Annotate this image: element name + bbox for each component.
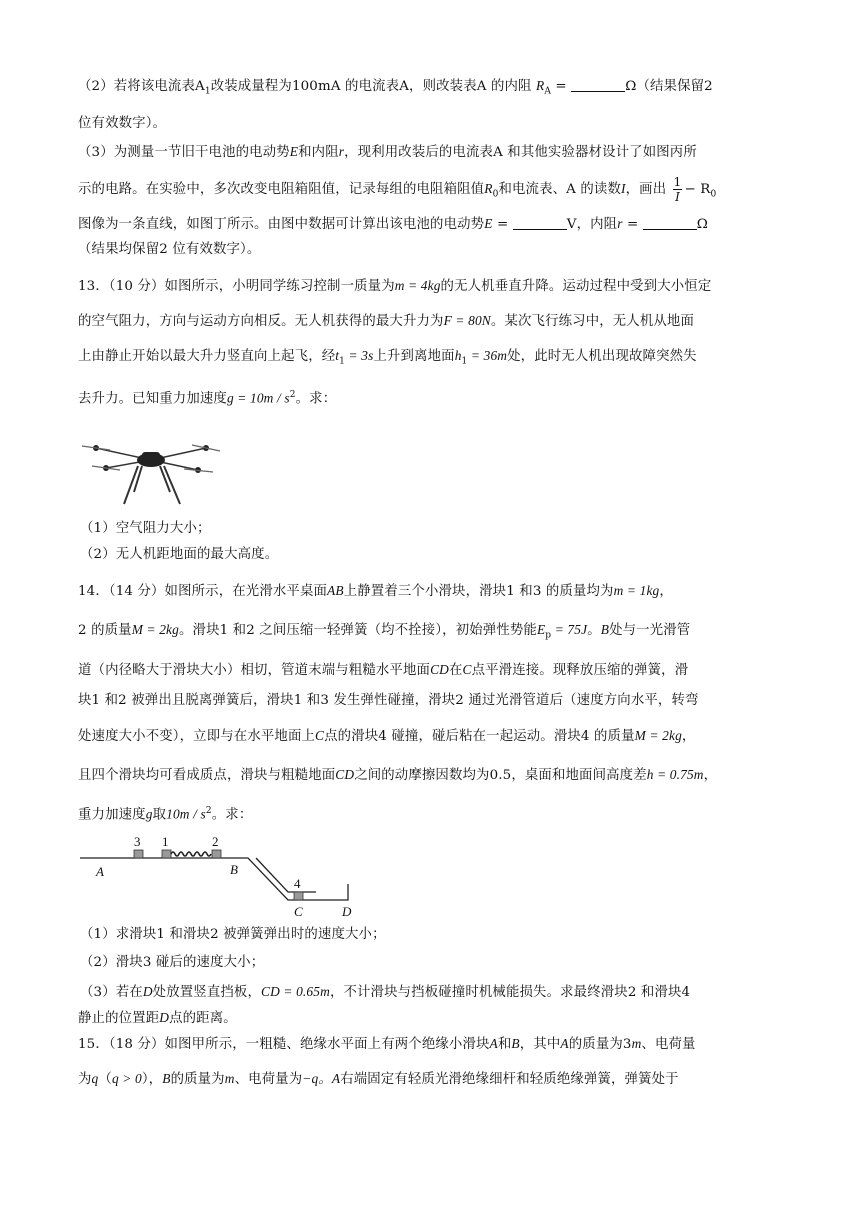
q14-sub1: （1）求滑块1 和滑块2 被弹簧弹出时的速度大小； — [80, 927, 386, 942]
label-A: A — [96, 864, 104, 879]
label-B: B — [230, 862, 238, 877]
q13-line1: 13．（10 分）如图所示，小明同学练习控制一质量为m = 4kg的无人机垂直升降。运动过程中受到大小恒定 — [78, 278, 712, 294]
label-3: 3 — [134, 834, 141, 849]
q12-part3-line1: （3）为测量一节旧干电池的电动势E和内阻r，现利用改装后的电流表A 和其他实验器材设计了如图丙所 — [78, 144, 697, 160]
q12-part2-line1: （2）若将该电流表$A_1$改装成量程为100mA 的电流表A，则改装表A 的内阻 $R_A = \Omega$（结果保留2 — [78, 78, 713, 97]
q14-line4: 块1 和2 被弹出且脱离弹簧后，滑块1 和3 发生弹性碰撞，滑块2 通过光滑管道后（速度方向水平，转弯 — [78, 693, 699, 708]
answer-blank[interactable] — [513, 215, 567, 230]
q12-part3-line2: 示的电路。在实验中，多次改变电阻箱阻值，记录每组的电阻箱阻值$R_0$和电流表、A 的读数I，画出 $\frac{1}{I}$ − $R_0$ — [78, 175, 717, 204]
q13-sub1: （1）空气阻力大小； — [80, 521, 211, 536]
q12-part3-line4: （结果均保留2 位有效数字）。 — [78, 242, 261, 257]
q13-line3: 上由静止开始以最大升力竖直向上起飞，经$t_1 = 3s$上升到离地面$h_1 = 36m$处，此时无人机出现故障突然失 — [78, 348, 697, 367]
q12-part2-line2: 位有效数字）。 — [78, 116, 167, 131]
block-3 — [134, 850, 143, 858]
track-diagram — [76, 826, 376, 918]
q14-sub2: （2）滑块3 碰后的速度大小； — [80, 955, 265, 970]
q14-line1: 14．（14 分）如图所示，在光滑水平桌面AB上静置着三个小滑块，滑块1 和3 的质量均为m = 1kg， — [78, 583, 673, 599]
q14-line3: 道（内径略大于滑块大小）相切，管道末端与粗糙水平地面CD在C点平滑连接。现释放压缩的弹簧，滑 — [78, 662, 689, 678]
fraction-1-over-I: $\frac{1}{I}$ — [673, 175, 682, 204]
answer-blank[interactable] — [571, 77, 625, 92]
q14-sub3-line2: 静止的位置距D点的距离。 — [78, 1010, 237, 1026]
block-2 — [212, 850, 221, 858]
label-4: 4 — [294, 876, 301, 891]
q13-sub2: （2）无人机距地面的最大高度。 — [80, 547, 279, 562]
q13-line4: 去升力。已知重力加速度$g = 10m / s^2$。求： — [78, 390, 337, 407]
label-1: 1 — [162, 834, 169, 849]
label-C: C — [294, 904, 303, 918]
label-D: D — [342, 904, 352, 918]
q15-line2: 为q（q > 0），B的质量为m、电荷量为−q。A右端固定有轻质光滑绝缘细杆和轻质绝缘弹簧，弹簧处于 — [78, 1071, 679, 1087]
q14-line7: 重力加速度g取$10m / s^2$。求： — [78, 806, 253, 823]
q13-line2: 的空气阻力，方向与运动方向相反。无人机获得的最大升力为F = 80N。某次飞行练习中，无人机从地面 — [78, 313, 695, 329]
label-2: 2 — [212, 834, 219, 849]
q12-part3-line3: 图像为一条直线，如图丁所示。由图中数据可计算出该电池的电动势E = V，内阻r = Ω — [78, 216, 709, 232]
drone-image — [76, 430, 226, 508]
block-4 — [294, 892, 303, 900]
q14-line6: 且四个滑块均可看成质点，滑块与粗糙地面CD之间的动摩擦因数均为0.5，桌面和地面间高度差h = 0.75m， — [78, 767, 718, 783]
q14-line2: 2 的质量M = 2kg。滑块1 和2 之间压缩一轻弹簧（均不拴接），初始弹性势能$E_p = 75J$。B处与一光滑管 — [78, 622, 691, 641]
spring — [171, 852, 211, 856]
block-1 — [162, 850, 171, 858]
q15-line1: 15．（18 分）如图甲所示，一粗糙、绝缘水平面上有两个绝缘小滑块A和B，其中A的质量为3m、电荷量 — [78, 1036, 696, 1052]
answer-blank[interactable] — [643, 215, 697, 230]
q14-sub3-line1: （3）若在D处放置竖直挡板，CD = 0.65m，不计滑块与挡板碰撞时机械能损失。求最终滑块2 和滑块4 — [80, 984, 691, 1000]
q14-line5: 处速度大小不变），立即与在水平地面上C点的滑块4 碰撞，碰后粘在一起运动。滑块4 的质量M = 2kg， — [78, 728, 696, 744]
